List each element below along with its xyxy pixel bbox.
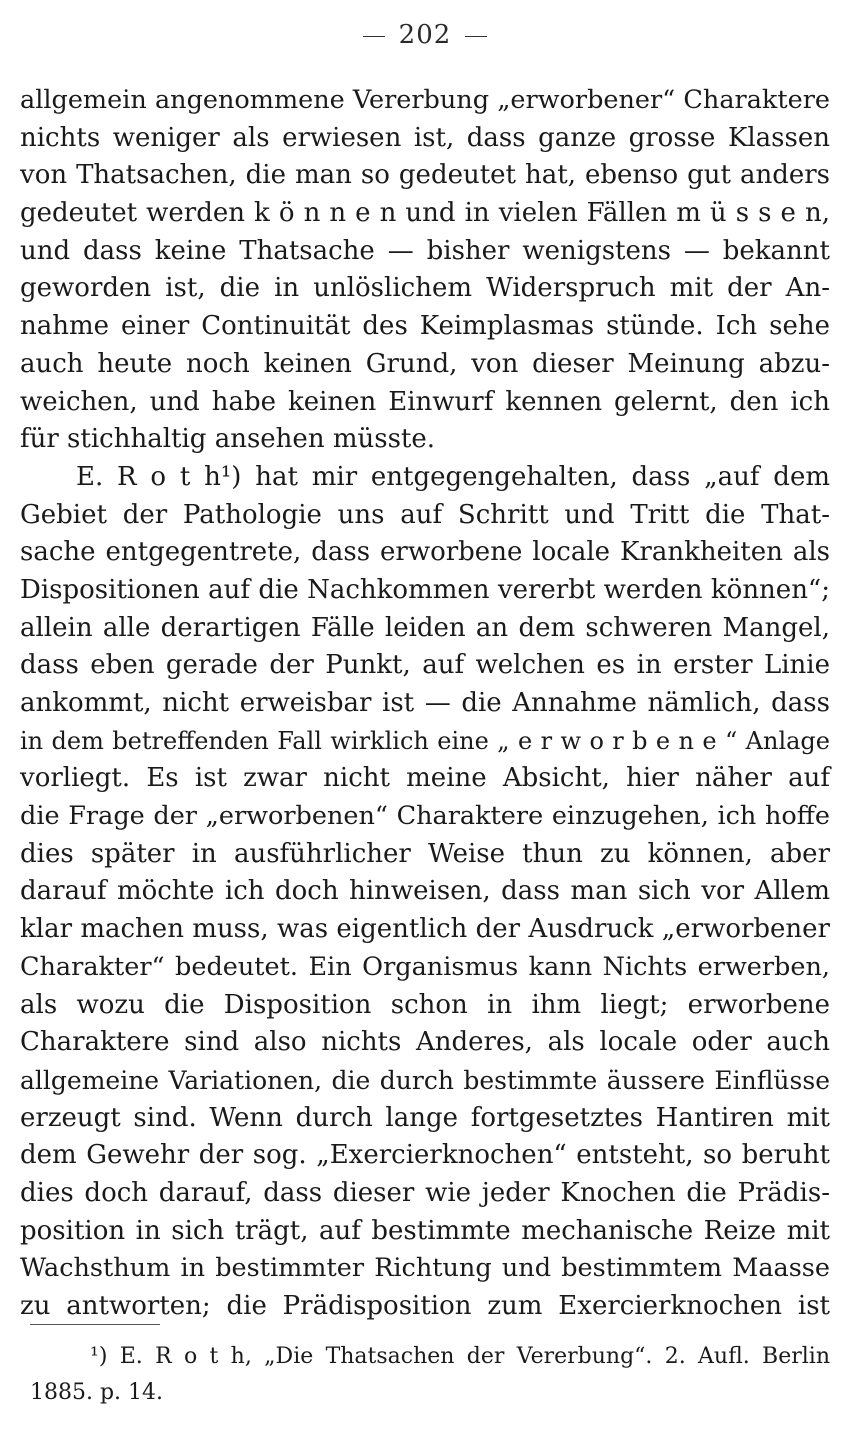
text-line: weichen, und habe keinen Einwurf kennen gelernt, den ich (20, 386, 830, 417)
text-line: vorliegt. Es ist zwar nicht meine Absicht, hier näher auf (20, 763, 830, 794)
text-line: allgemein angenommene Vererbung „erworbener“ Charaktere (20, 85, 830, 115)
text-line: für stichhaltig ansehen müsste. (20, 424, 436, 455)
text-line: nichts weniger als erwiesen ist, dass ganze grosse Klassen (20, 122, 830, 153)
text-line: in dem betreffenden Fall wirklich eine „ e r w o r b e n e “ Anlage (20, 726, 830, 755)
text-line: Charaktere sind also nichts Anderes, als locale oder auch (20, 1027, 830, 1058)
footnote-divider (30, 1324, 160, 1325)
text-line: dass eben gerade der Punkt, auf welchen es in erster Linie (20, 650, 830, 681)
text-line: die Frage der „erworbenen“ Charaktere einzugehen, ich hoffe (20, 801, 830, 832)
text-line: geworden ist, die in unlöslichem Widerspruch mit der An- (20, 273, 830, 304)
text-line: erzeugt sind. Wenn durch lange fortgesetztes Hantiren mit (20, 1102, 830, 1133)
text-line: Gebiet der Pathologie uns auf Schritt und Tritt die That- (20, 499, 830, 530)
page-number: 202 (398, 20, 452, 50)
text-line: allgemeine Variationen, die durch bestimmte äussere Einflüsse (20, 1065, 830, 1095)
footnote-line: 1885. p. 14. (30, 1380, 164, 1405)
text-line: von Thatsachen, die man so gedeutet hat, ebenso gut anders (20, 160, 830, 191)
header-dash-right (465, 36, 487, 37)
footnote (30, 1339, 830, 1411)
text-line: und dass keine Thatsache — bisher wenigstens — bekannt (20, 235, 830, 266)
text-line: sache entgegentrete, dass erworbene locale Krankheiten als (20, 537, 830, 568)
text-line: position in sich trägt, auf bestimmte mechanische Reize mit (20, 1215, 830, 1246)
text-line: dem Gewehr der sog. „Exercierknochen“ entsteht, so beruht (20, 1140, 830, 1171)
text-line: zu antworten; die Prädisposition zum Exercierknochen ist (20, 1291, 830, 1321)
text-line: Wachsthum in bestimmter Richtung und bestimmtem Maasse (20, 1253, 830, 1284)
body-text (20, 82, 830, 1326)
text-line: allein alle derartigen Fälle leiden an dem schweren Mangel, (20, 612, 830, 643)
text-line: ankommt, nicht erweisbar ist — die Annahme nämlich, dass (20, 688, 830, 718)
text-line: E. R o t h¹) hat mir entgegengehalten, dass „auf dem (76, 461, 830, 492)
text-line: darauf möchte ich doch hinweisen, dass man sich vor Allem (20, 876, 830, 907)
text-line: dies später in ausführlicher Weise thun zu können, aber (20, 838, 830, 869)
text-line: Charakter“ bedeutet. Ein Organismus kann Nichts erwerben, (20, 951, 830, 982)
page-number-header (0, 20, 850, 50)
footnote-line: ¹) E. R o t h, „Die Thatsachen der Vererbung“. 2. Aufl. Berlin (90, 1344, 830, 1369)
text-line: nahme einer Continuität des Keimplasmas stünde. Ich sehe (20, 311, 830, 342)
text-line: dies doch darauf, dass dieser wie jeder Knochen die Prädis- (20, 1177, 830, 1208)
text-line: als wozu die Disposition schon in ihm liegt; erworbene (20, 989, 830, 1020)
text-line: gedeutet werden k ö n n e n und in vielen Fällen m ü s s e n, (20, 198, 830, 229)
text-line: auch heute noch keinen Grund, von dieser Meinung abzu- (20, 348, 830, 379)
text-line: klar machen muss, was eigentlich der Ausdruck „erworbener (20, 914, 830, 945)
header-dash-left (363, 36, 385, 37)
text-line: Dispositionen auf die Nachkommen vererbt werden können“; (20, 574, 830, 605)
